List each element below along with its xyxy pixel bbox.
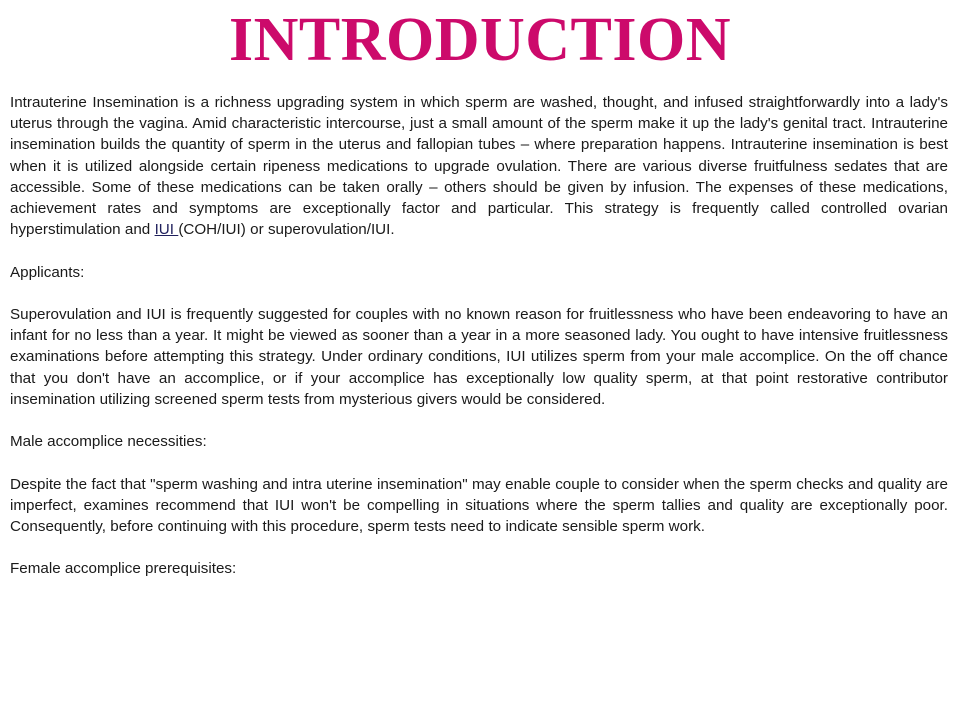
spacer-after-male-body [10,537,948,558]
intro-text-part-two: (COH/IUI) or superovulation/IUI. [178,221,395,239]
spacer-after-intro [10,240,948,261]
spacer-after-applicants-heading [10,283,948,304]
paragraph-male-accomplice: Despite the fact that "sperm washing and intra uterine insemination" may enable couple to consider when the sperm checks and quality are imperfect, examines recommend that IUI won't be compelling in situations where the sperm tallies and quality are exceptionally poor. Consequently, before continuing with this procedure, sperm tests need to indicate sensible sperm work. [10,475,948,535]
paragraph-applicants: Superovulation and IUI is frequently suggested for couples with no known reason for fruitlessness who have been endeavoring to have an infant for no less than a year. It might be viewed as sooner than a year in a more seasoned lady. You ought to have intensive fruitlessness examinations before attempting this strategy. Under ordinary conditions, IUI utilizes sperm from your male accomplice. On the off chance that you don't have an accomplice, or if your accomplice has exceptionally low quality sperm, at that point restorative contributor insemination utilizing screened sperm tests from mysterious givers would be considered. [10,306,948,408]
page-title: INTRODUCTION [228,6,732,74]
heading-female-accomplice-prerequisites: Female accomplice prerequisites: [10,560,237,578]
spacer-after-applicants-body [10,410,948,431]
intro-text-part-one: Intrauterine Insemination is a richness upgrading system in which sperm are washed, thought, and infused straightforwardly into a lady's uterus through the vagina. Amid characteristic intercourse, just a small amount of the sperm make it up the lady's genital tract. Intrauterine insemination builds the quantity of sperm in the uterus and fallopian tubes – where preparation happens. Intrauterine insemination is best when it is utilized alongside certain ripeness medications to upgrade ovulation. There are various diverse fruitfulness sedates that are accessible. Some of these medications can be taken orally – others should be given by infusion. The expenses of these medications, achievement rates and symptoms are exceptionally factor and particular. This strategy is frequently called controlled ovarian hyperstimulation and [10,94,948,239]
document-body [0,92,960,580]
iui-link[interactable]: IUI [154,221,179,239]
heading-applicants: Applicants: [10,263,85,281]
paragraph-introduction [10,92,948,240]
spacer-after-male-heading [10,452,948,473]
heading-male-accomplice-necessities: Male accomplice necessities: [10,433,207,451]
